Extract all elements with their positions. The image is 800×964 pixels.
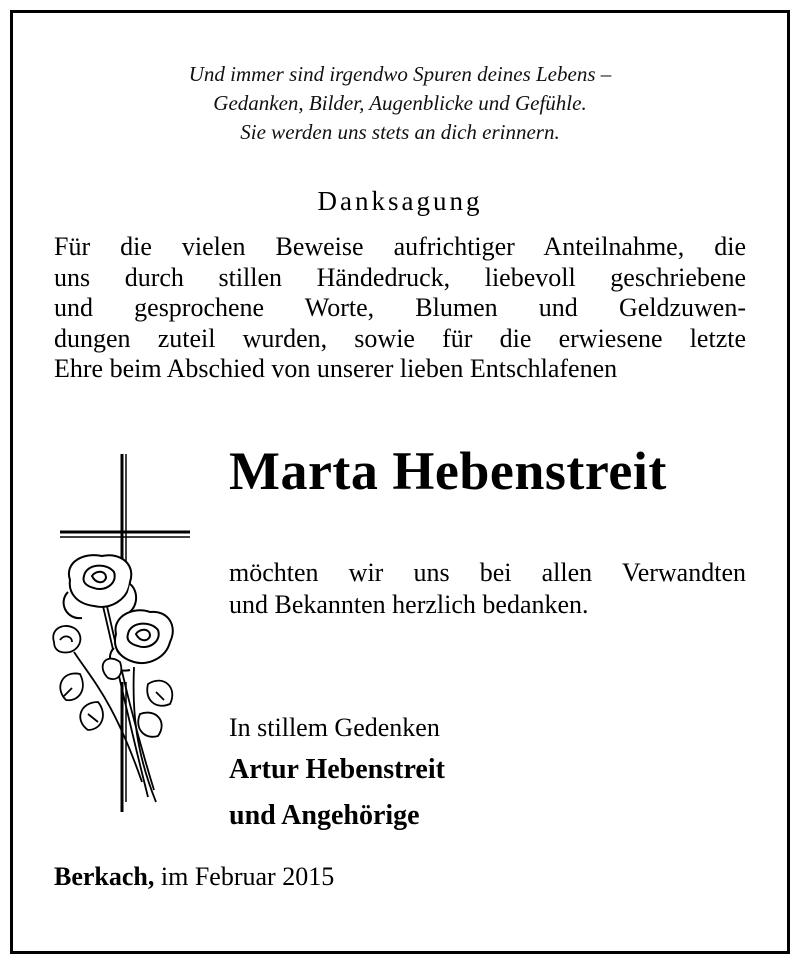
body-line-5: Ehre beim Abschied von unserer lieben Entschlafenen [54,354,618,383]
deceased-name: Marta Hebenstreit [229,441,667,501]
thanks-line-1: möchten wir uns bei allen Verwandten [229,558,746,587]
poem [0,60,800,147]
poem-line-2: Gedanken, Bilder, Augenblicke und Gefühle. [213,91,587,115]
signature-name: Artur Hebenstreit [229,754,445,785]
poem-line-1: Und immer sind irgendwo Spuren deines Lebens – [188,62,612,86]
memory-line: In stillem Gedenken [229,713,440,742]
body-line-3: und gesprochene Worte, Blumen und Geldzuwen- [54,293,746,322]
body-text [54,232,746,385]
place-date [54,862,334,892]
place-name: Berkach, [54,862,155,891]
body-line-2: uns durch stillen Händedruck, liebevoll geschriebene [54,262,746,292]
thanks-text [229,557,746,621]
notice-title: Danksagung [317,186,483,216]
cross-with-roses-icon [44,452,194,822]
signature-relatives: und Angehörige [229,800,420,831]
date-text: im Februar 2015 [160,862,335,891]
thanks-line-2: und Bekannten herzlich bedanken. [229,590,589,619]
body-line-1: Für die vielen Beweise aufrichtiger Anteilnahme, die [54,232,746,261]
body-line-4: dungen zuteil wurden, sowie für die erwiesene letzte [54,323,746,353]
poem-line-3: Sie werden uns stets an dich erinnern. [240,120,560,144]
